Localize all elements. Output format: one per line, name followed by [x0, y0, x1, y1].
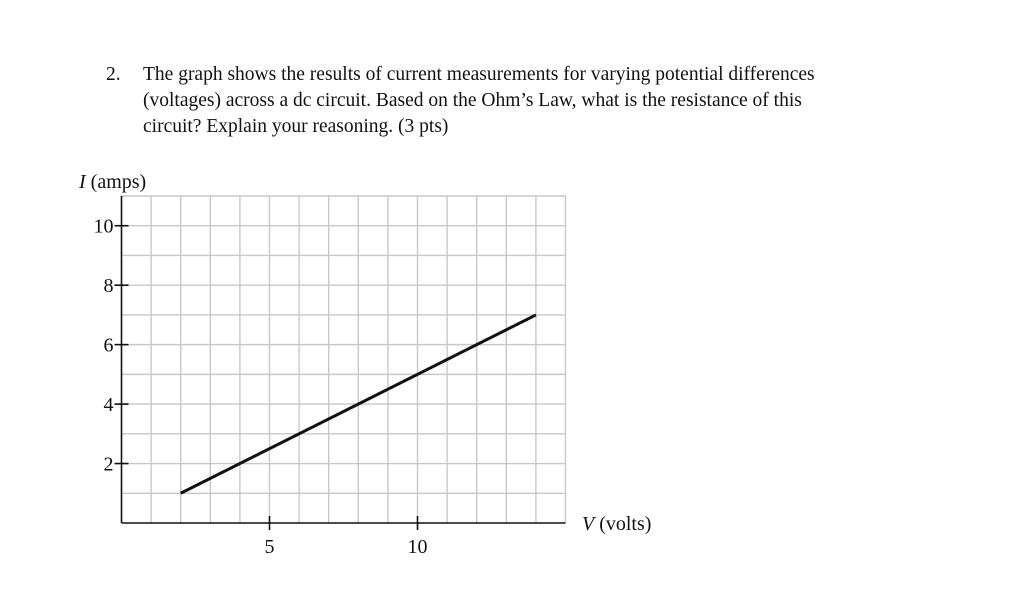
y-axis-unit: (amps) [90, 171, 147, 193]
question-line-3: circuit? Explain your reasoning. (3 pts) [143, 116, 449, 137]
y-tick-label: 10 [93, 215, 114, 238]
x-axis-unit: (volts) [599, 513, 652, 535]
x-tick-label: 10 [407, 536, 428, 558]
question-line-1: The graph shows the results of current measurements for varying potential differences [143, 64, 815, 85]
question-line-2: (voltages) across a dc circuit. Based on the Ohm’s Law, what is the resistance of this [143, 90, 802, 111]
x-axis-variable: V [582, 513, 595, 535]
y-tick-label: 8 [103, 275, 114, 298]
y-tick-label: 4 [103, 394, 114, 417]
question-number: 2. [106, 64, 121, 85]
y-axis-variable: I [79, 171, 86, 193]
y-tick-label: 2 [103, 453, 114, 476]
y-tick-label: 6 [103, 334, 114, 357]
axes [94, 196, 566, 558]
x-axis-label [582, 513, 651, 535]
x-tick-label: 5 [264, 536, 275, 558]
grid [122, 196, 566, 523]
y-axis-label [78, 171, 146, 193]
